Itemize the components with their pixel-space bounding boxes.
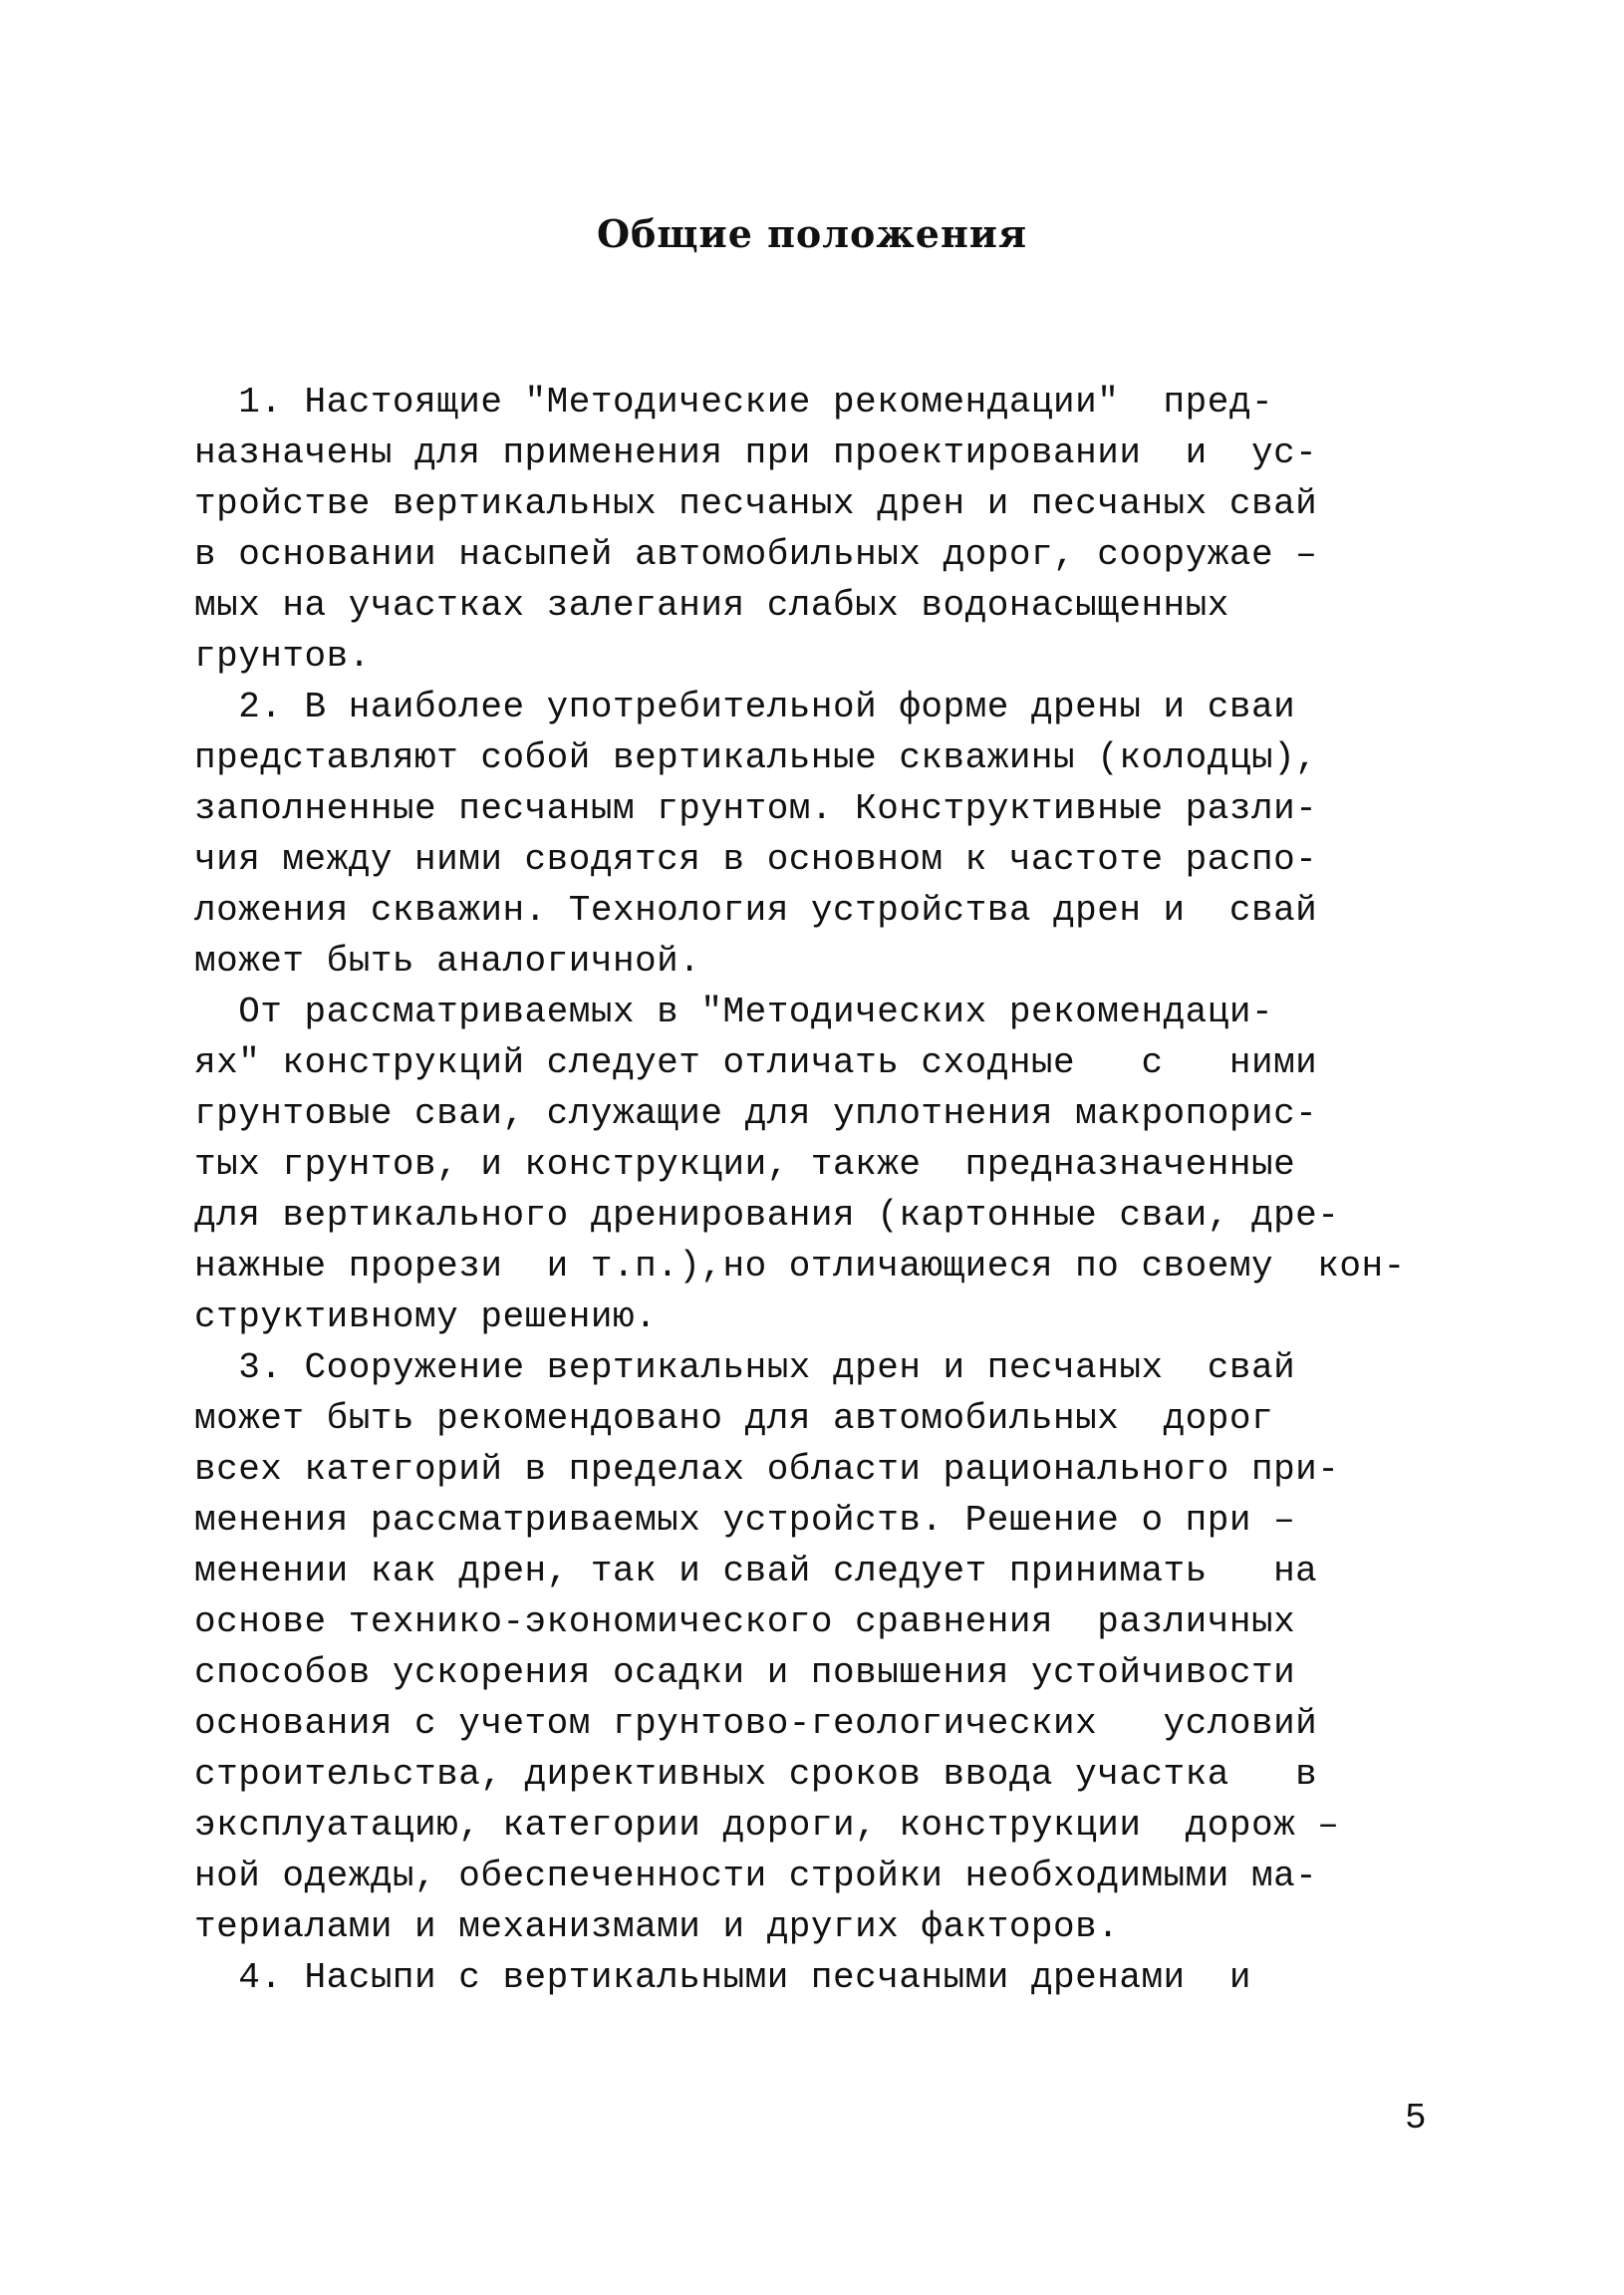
text-line: менения рассматриваемых устройств. Решение о при –: [194, 1500, 1296, 1541]
text-line: строительства, директивных сроков ввода участка в: [194, 1754, 1318, 1795]
text-line: в основании насыпей автомобильных дорог, сооружае –: [194, 534, 1318, 575]
text-line: тых грунтов, и конструкции, также предназначенные: [194, 1144, 1296, 1185]
text-line: представляют собой вертикальные скважины (колодцы),: [194, 737, 1318, 778]
text-line: 3. Сооружение вертикальных дрен и песчаных свай: [194, 1347, 1296, 1388]
text-line: нажные прорези и т.п.),но отличающиеся по своему кон-: [194, 1246, 1406, 1287]
text-line: всех категорий в пределах области рационального при-: [194, 1449, 1340, 1490]
text-line: основе технико-экономического сравнения различных: [194, 1601, 1296, 1642]
page-title: Общие положения: [596, 211, 1028, 256]
text-line: заполненные песчаным грунтом. Конструктивные разли-: [194, 788, 1318, 829]
text-line: 2. В наиболее употребительной форме дрены и сваи: [194, 687, 1296, 727]
text-line: эксплуатацию, категории дороги, конструкции дорож –: [194, 1805, 1340, 1846]
text-line: ях" конструкций следует отличать сходные с ними: [194, 1042, 1318, 1083]
text-line: менении как дрен, так и свай следует принимать на: [194, 1551, 1318, 1591]
text-line: грунтовые сваи, служащие для уплотнения макропорис-: [194, 1093, 1318, 1134]
text-line: териалами и механизмами и других факторов.: [194, 1906, 1120, 1947]
text-line: структивному решению.: [194, 1296, 658, 1337]
text-line: ложения скважин. Технология устройства дрен и свай: [194, 890, 1318, 931]
text-line: 4. Насыпи с вертикальными песчаными дренами и: [194, 1957, 1251, 1998]
text-line: 1. Настоящие "Методические рекомендации" пред-: [194, 382, 1274, 423]
text-line: для вертикального дренирования (картонные сваи, дре-: [194, 1195, 1340, 1236]
text-line: назначены для применения при проектировании и ус-: [194, 432, 1318, 473]
text-line: грунтов.: [194, 636, 371, 677]
text-line: чия между ними сводятся в основном к частоте распо-: [194, 839, 1318, 880]
text-line: тройстве вертикальных песчаных дрен и песчаных свай: [194, 483, 1318, 524]
text-line: способов ускорения осадки и повышения устойчивости: [194, 1652, 1296, 1693]
page-number: 5: [1405, 2098, 1427, 2139]
body-text: [194, 377, 1470, 2003]
text-line: может быть аналогичной.: [194, 941, 701, 982]
text-line: ной одежды, обеспеченности стройки необходимыми ма-: [194, 1856, 1318, 1896]
text-line: основания с учетом грунтово-геологических условий: [194, 1703, 1318, 1744]
text-line: мых на участках залегания слабых водонасыщенных: [194, 585, 1229, 626]
text-line: может быть рекомендовано для автомобильных дорог: [194, 1398, 1274, 1439]
text-line: От рассматриваемых в "Методических рекомендаци-: [194, 992, 1274, 1032]
